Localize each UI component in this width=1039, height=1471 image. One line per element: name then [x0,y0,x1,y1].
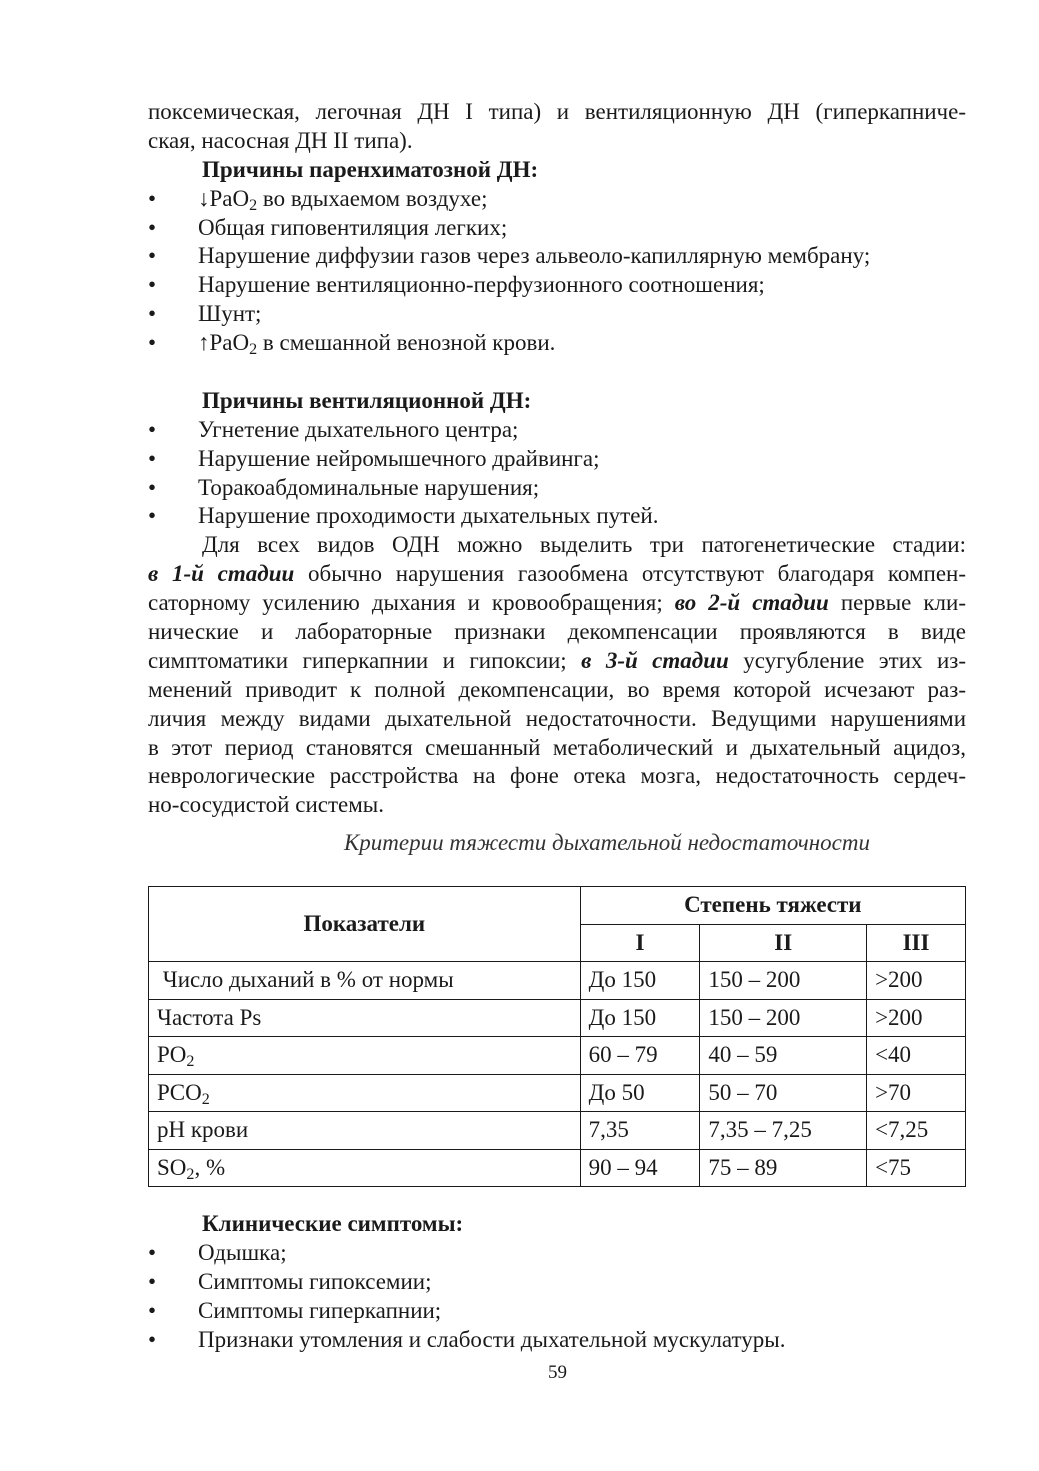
cell-value: 75 – 89 [700,1149,867,1187]
cell-value: <7,25 [867,1112,966,1150]
table-row [149,1149,966,1187]
stages-line: в 1-й стадии обычно нарушения газообмена отсутствуют благодаря компен- [148,561,966,587]
table-row [149,962,966,1000]
row-label: pH крови [149,1112,581,1150]
severity-criteria-table [148,886,966,1187]
cell-value: До 150 [580,999,700,1037]
stages-line: Для всех видов ОДН можно выделить три патогенетические стадии: [202,532,966,558]
table-caption: Критерии тяжести дыхательной недостаточности [343,830,870,855]
list-item-text: Угнетение дыхательного центра; [198,416,519,442]
column-header-degree: II [700,924,867,962]
list-item-text: Нарушение нейромышечного драйвинга; [198,445,600,471]
bullet-icon: • [148,301,157,327]
bullet-icon: • [148,1239,157,1265]
cell-value: 7,35 – 7,25 [700,1112,867,1150]
bullet-icon: • [148,1268,157,1294]
bullet-icon: • [148,243,157,269]
row-label: $PO_2$ [149,1037,581,1075]
cell-value: 40 – 59 [700,1037,867,1075]
list-item-text: Признаки утомления и слабости дыхательной мускулатуры. [198,1326,786,1352]
list-item-text: Шунт; [198,301,262,327]
cell-value: 150 – 200 [700,962,867,1000]
cell-value: 150 – 200 [700,999,867,1037]
row-label: $SO_2$, % [149,1149,581,1187]
section-heading-parenchymal: Причины паренхиматозной ДН: [202,156,539,182]
column-header-indicators: Показатели [149,887,581,962]
stages-line: личия между видами дыхательной недостаточности. Ведущими нарушениями [148,705,966,731]
list-item [148,416,966,445]
cell-value: <75 [867,1149,966,1187]
intro-line: ская, насосная ДН II типа). [148,127,413,153]
list-item-text: Общая гиповентиляция легких; [198,214,508,240]
stages-line: саторному усилению дыхания и кровообращения; во 2-й стадии первые кли- [148,590,966,616]
stages-line: менений приводит к полной декомпенсации, во время которой исчезают раз- [148,676,966,702]
cell-value: До 150 [580,962,700,1000]
list-item-text: Симптомы гипоксемии; [198,1268,432,1294]
list-item [148,185,966,214]
list-item-text: Нарушение диффузии газов через альвеоло-капиллярную мембрану; [198,243,871,269]
cell-value: 7,35 [580,1112,700,1150]
column-header-severity: Степень тяжести [580,887,965,925]
list-item [148,445,966,474]
list-item [148,474,966,503]
table-row [149,1037,966,1075]
table-row [149,999,966,1037]
list-item-text: ↓PaO$_2$ во вдыхаемом воздухе; [198,185,488,214]
section-heading-ventilation: Причины вентиляционной ДН: [202,387,532,413]
bullet-icon: • [148,1297,157,1323]
cell-value: >200 [867,962,966,1000]
cell-value: <40 [867,1037,966,1075]
bullet-icon: • [148,214,157,240]
bullet-icon: • [148,445,157,471]
cell-value: >70 [867,1074,966,1112]
stages-line: неврологические расстройства на фоне отека мозга, недостаточность сердеч- [148,763,966,789]
list-item-text: ↑PaO$_2$ в смешанной венозной крови. [198,330,556,359]
stages-line: нические и лабораторные признаки декомпенсации проявляются в виде [148,619,966,645]
list-item [148,502,966,531]
bullet-icon: • [148,272,157,298]
body-text [148,98,966,820]
page-number: 59 [548,1362,567,1383]
list-item [148,1326,966,1355]
bullet-icon: • [148,1326,157,1352]
list-item [148,1297,966,1326]
stages-line: симптоматики гиперкапнии и гипоксии; в 3-й стадии усугубление этих из- [148,647,966,673]
list-item [148,271,966,300]
bullet-icon: • [148,474,157,500]
list-item-text: Одышка; [198,1239,287,1265]
clinical-section [148,1210,966,1354]
bullet-icon: • [148,185,157,211]
table-row [149,1112,966,1150]
list-item [148,1268,966,1297]
list-item [148,242,966,271]
cell-value: >200 [867,999,966,1037]
table-row [149,1074,966,1112]
list-item-text: Торакоабдоминальные нарушения; [198,474,540,500]
cell-value: 50 – 70 [700,1074,867,1112]
cell-value: 90 – 94 [580,1149,700,1187]
list-item [148,1239,966,1268]
bullet-icon: • [148,503,157,529]
stages-line: но-сосудистой системы. [148,792,384,818]
list-item [148,214,966,243]
list-item-text: Нарушение проходимости дыхательных путей. [198,503,659,529]
column-header-degree: I [580,924,700,962]
list-item-text: Симптомы гиперкапнии; [198,1297,442,1323]
intro-line: поксемическая, легочная ДН I типа) и вентиляционную ДН (гиперкапниче- [148,99,966,124]
section-heading-clinical: Клинические симптомы: [202,1211,464,1236]
row-label: Число дыханий в % от нормы [149,962,581,1000]
list-item [148,300,966,329]
column-header-degree: III [867,924,966,962]
bullet-icon: • [148,330,157,356]
row-label: Частота Ps [149,999,581,1037]
cell-value: 60 – 79 [580,1037,700,1075]
list-item-text: Нарушение вентиляционно-перфузионного соотношения; [198,272,765,298]
list-item [148,329,966,358]
stages-line: в этот период становятся смешанный метаболический и дыхательный ацидоз, [148,734,966,760]
bullet-icon: • [148,416,157,442]
cell-value: До 50 [580,1074,700,1112]
row-label: $PCO_2$ [149,1074,581,1112]
